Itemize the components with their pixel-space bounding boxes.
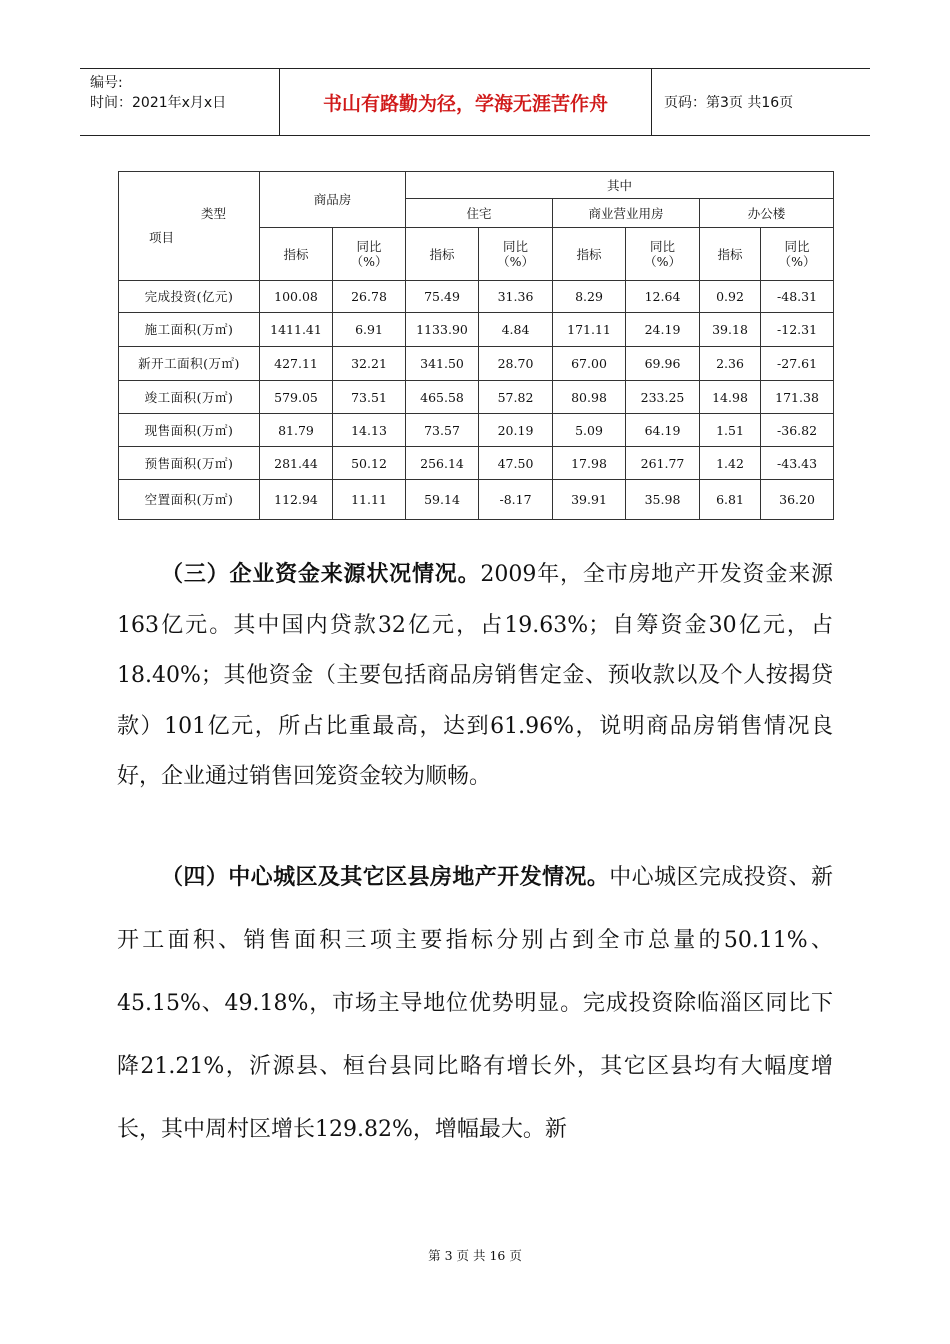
subheader-indicator: 指标: [700, 228, 761, 281]
cell-value: 57.82: [479, 381, 553, 414]
corner-item-label: 项目: [149, 230, 175, 245]
cell-value: 281.44: [260, 447, 333, 480]
row-label: 竣工面积(万㎡): [119, 381, 260, 414]
header-of-which: 其中: [406, 172, 834, 199]
table-row: [119, 414, 834, 447]
subheader-indicator: 指标: [406, 228, 479, 281]
row-label: 施工面积(万㎡): [119, 313, 260, 347]
table-corner-cell: [119, 172, 260, 281]
cell-value: 1133.90: [406, 313, 479, 347]
section3-paragraph: [117, 550, 833, 803]
document-number-label: 编号:: [90, 75, 123, 91]
cell-value: 6.81: [700, 480, 761, 520]
table-row: [119, 447, 834, 480]
cell-value: -27.61: [761, 347, 834, 381]
subheader-indicator: 指标: [553, 228, 626, 281]
header-commercial-housing: 商品房: [260, 172, 406, 228]
cell-value: 31.36: [479, 281, 553, 313]
header-residential: 住宅: [406, 199, 553, 228]
document-header: [80, 68, 870, 136]
document-date: 时间：2021年x月x日: [90, 95, 227, 111]
table-row: [119, 381, 834, 414]
cell-value: 171.11: [553, 313, 626, 347]
cell-value: 47.50: [479, 447, 553, 480]
table-row: [119, 281, 834, 313]
cell-value: 233.25: [626, 381, 700, 414]
cell-value: 11.11: [333, 480, 406, 520]
cell-value: 69.96: [626, 347, 700, 381]
corner-type-label: 类型: [201, 206, 227, 221]
cell-value: 39.91: [553, 480, 626, 520]
row-label: 完成投资(亿元): [119, 281, 260, 313]
cell-value: 261.77: [626, 447, 700, 480]
row-label: 空置面积(万㎡): [119, 480, 260, 520]
cell-value: 73.51: [333, 381, 406, 414]
cell-value: 0.92: [700, 281, 761, 313]
cell-value: 427.11: [260, 347, 333, 381]
cell-value: 8.29: [553, 281, 626, 313]
header-office: 办公楼: [700, 199, 834, 228]
cell-value: -48.31: [761, 281, 834, 313]
row-label: 预售面积(万㎡): [119, 447, 260, 480]
cell-value: 17.98: [553, 447, 626, 480]
table-row: [119, 313, 834, 347]
cell-value: 39.18: [700, 313, 761, 347]
subheader-yoy: 同比 （%）: [333, 228, 406, 281]
cell-value: 100.08: [260, 281, 333, 313]
cell-value: 465.58: [406, 381, 479, 414]
cell-value: 5.09: [553, 414, 626, 447]
header-motto: 书山有路勤为径，学海无涯苦作舟: [280, 69, 652, 135]
page-footer: 第 3 页 共 16 页: [428, 1248, 522, 1263]
cell-value: -36.82: [761, 414, 834, 447]
cell-value: 50.12: [333, 447, 406, 480]
cell-value: 1.42: [700, 447, 761, 480]
cell-value: 1411.41: [260, 313, 333, 347]
cell-value: 24.19: [626, 313, 700, 347]
subheader-yoy: 同比 （%）: [761, 228, 834, 281]
table-row: [119, 480, 834, 520]
cell-value: 73.57: [406, 414, 479, 447]
subheader-yoy: 同比 （%）: [626, 228, 700, 281]
header-page-info: 页码：第3页 共16页: [664, 95, 794, 111]
section4-paragraph: [117, 846, 833, 1161]
header-business: 商业营业用房: [553, 199, 700, 228]
section3-body: 2009年，全市房地产开发资金来源163亿元。其中国内贷款32亿元，占19.63%；自筹资金30亿元，占18.40%；其他资金（主要包括商品房销售定金、预收款以及个人按揭贷款）101亿元，所占比重最高，达到61.96%，说明商品房销售情况良好，企业通过销售回笼资金较为顺畅。: [117, 562, 833, 789]
section3-heading: （三）企业资金来源状况情况。: [161, 562, 481, 587]
cell-value: -12.31: [761, 313, 834, 347]
section4-heading: （四）中心城区及其它区县房地产开发情况。: [161, 865, 610, 890]
cell-value: 171.38: [761, 381, 834, 414]
subheader-yoy: 同比 （%）: [479, 228, 553, 281]
cell-value: 35.98: [626, 480, 700, 520]
cell-value: 26.78: [333, 281, 406, 313]
cell-value: 14.13: [333, 414, 406, 447]
cell-value: 14.98: [700, 381, 761, 414]
section4-body: 中心城区完成投资、新开工面积、销售面积三项主要指标分别占到全市总量的50.11%、45.15%、49.18%，市场主导地位优势明显。完成投资除临淄区同比下降21.21%，沂源县、桓台县同比略有增长外，其它区县均有大幅度增长，其中周村区增长129.82%，增幅最大。新: [117, 865, 833, 1142]
cell-value: 20.19: [479, 414, 553, 447]
cell-value: 2.36: [700, 347, 761, 381]
row-label: 新开工面积(万㎡): [119, 347, 260, 381]
cell-value: 75.49: [406, 281, 479, 313]
cell-value: 6.91: [333, 313, 406, 347]
cell-value: 36.20: [761, 480, 834, 520]
cell-value: 579.05: [260, 381, 333, 414]
subheader-indicator: 指标: [260, 228, 333, 281]
cell-value: 81.79: [260, 414, 333, 447]
cell-value: 341.50: [406, 347, 479, 381]
cell-value: 4.84: [479, 313, 553, 347]
cell-value: 112.94: [260, 480, 333, 520]
cell-value: 1.51: [700, 414, 761, 447]
cell-value: 80.98: [553, 381, 626, 414]
table-row: [119, 347, 834, 381]
real-estate-stats-table: [118, 171, 834, 520]
cell-value: 256.14: [406, 447, 479, 480]
cell-value: 28.70: [479, 347, 553, 381]
header-meta: [80, 69, 280, 135]
row-label: 现售面积(万㎡): [119, 414, 260, 447]
cell-value: -43.43: [761, 447, 834, 480]
cell-value: 12.64: [626, 281, 700, 313]
cell-value: 64.19: [626, 414, 700, 447]
cell-value: 67.00: [553, 347, 626, 381]
cell-value: 32.21: [333, 347, 406, 381]
cell-value: 59.14: [406, 480, 479, 520]
cell-value: -8.17: [479, 480, 553, 520]
